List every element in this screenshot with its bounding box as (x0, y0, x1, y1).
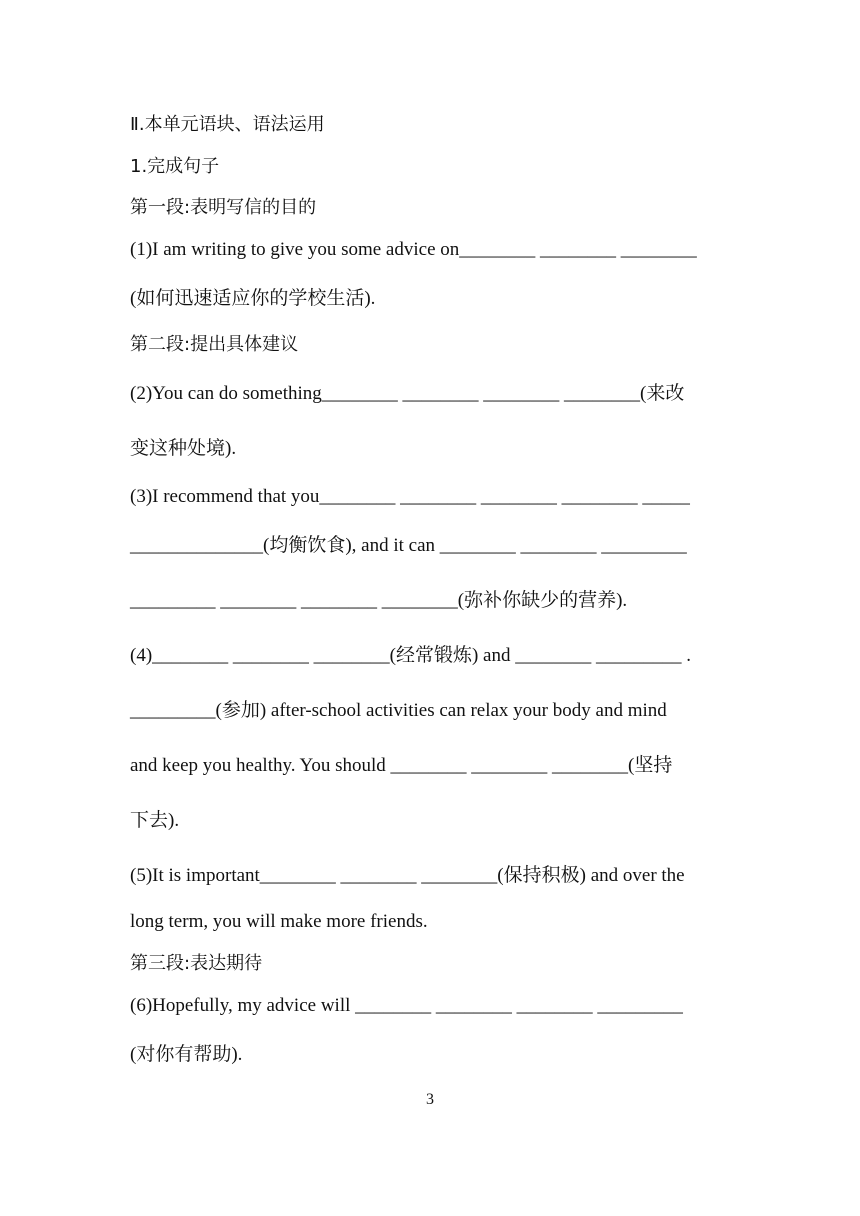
question-3-line-3: _________ ________ ________ ________(弥补你缺少的营养). (130, 590, 628, 611)
question-4-line-4: 下去). (130, 810, 180, 831)
question-1-line-1: (1)I am writing to give you some advice on________ ________ ________ (130, 239, 697, 260)
paragraph-1-heading: 第一段:表明写信的目的 (130, 197, 317, 218)
paragraph-2-heading: 第二段:提出具体建议 (130, 334, 299, 355)
question-6-line-1: (6)Hopefully, my advice will ________ ________ ________ _________ (130, 995, 683, 1016)
page-number: 3 (426, 1091, 434, 1108)
section-title: Ⅱ.本单元语块、语法运用 (130, 114, 325, 135)
task-title: 1.完成句子 (130, 156, 220, 177)
question-3-line-1: (3)I recommend that you________ ________ ________ ________ _____ (130, 486, 690, 507)
question-4-line-2: _________(参加) after-school activities can relax your body and mind (130, 700, 667, 721)
question-1-line-2: (如何迅速适应你的学校生活). (130, 288, 376, 309)
question-5-line-1: (5)It is important________ ________ ________(保持积极) and over the (130, 865, 685, 886)
question-5-line-2: long term, you will make more friends. (130, 911, 428, 932)
paragraph-3-heading: 第三段:表达期待 (130, 953, 263, 974)
question-4-line-1: (4)________ ________ ________(经常锻炼) and ________ _________ . (130, 645, 691, 666)
question-2-line-1: (2)You can do something________ ________ ________ ________(来改 (130, 383, 685, 404)
question-3-line-2: ______________(均衡饮食), and it can ________ ________ _________ (130, 535, 687, 556)
question-6-line-2: (对你有帮助). (130, 1044, 243, 1065)
question-4-line-3: and keep you healthy. You should ________ ________ ________(坚持 (130, 755, 673, 776)
question-2-line-2: 变这种处境). (130, 438, 237, 459)
